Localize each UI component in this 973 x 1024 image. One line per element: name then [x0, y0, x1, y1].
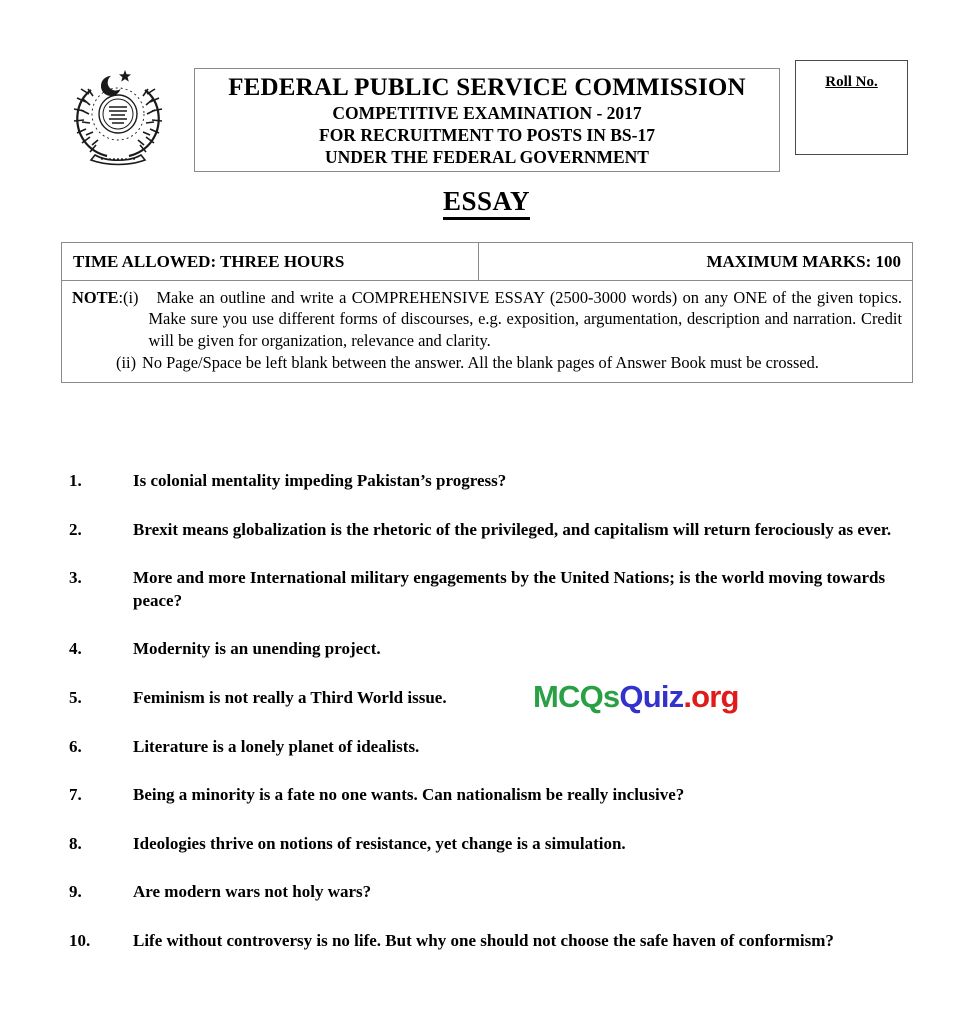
question-item	[61, 833, 921, 856]
exam-info-table	[61, 242, 913, 383]
note-row	[62, 281, 912, 382]
page-title	[0, 186, 973, 217]
page-title-text: ESSAY	[443, 186, 530, 220]
organization-title: FEDERAL PUBLIC SERVICE COMMISSION	[228, 74, 746, 101]
note-ii-tag: (ii)	[116, 352, 137, 372]
note-item-i	[72, 287, 902, 351]
question-number: 7.	[69, 785, 82, 805]
question-text: More and more International military engagements by the United Nations; is the world moving towards peace?	[133, 568, 886, 610]
roll-no-box[interactable]	[795, 60, 908, 155]
question-number: 5.	[69, 688, 82, 708]
note-label-group	[72, 287, 148, 308]
question-text: Brexit means globalization is the rhetoric of the privileged, and capitalism will return ferociously as ever.	[133, 519, 892, 539]
watermark-part-3: .org	[683, 679, 739, 714]
subtitle-line-2: FOR RECRUITMENT TO POSTS IN BS-17	[319, 125, 655, 146]
question-item	[61, 736, 921, 759]
question-number: 10.	[69, 931, 91, 951]
question-number: 4.	[69, 639, 82, 659]
header-title-box	[194, 68, 780, 172]
watermark-part-1: MCQs	[533, 679, 620, 714]
question-item	[61, 567, 921, 612]
note-i-text: Make an outline and write a COMPREHENSIVE ESSAY (2500-3000 words) on any ONE of the given topics. Make sure you use different forms of discourses, e.g. exposition, argumentation, description and narration. Credit will be given for organization, relevance and clarity.	[148, 288, 902, 350]
question-item	[61, 784, 921, 807]
masthead	[0, 0, 973, 175]
questions-list	[61, 470, 921, 979]
question-item	[61, 930, 921, 953]
note-label: NOTE	[72, 288, 119, 307]
question-item	[61, 638, 921, 661]
question-item	[61, 470, 921, 493]
subtitle-line-1: COMPETITIVE EXAMINATION - 2017	[332, 103, 642, 123]
note-i-tag: :(i)	[118, 288, 139, 307]
subtitle-line-3: UNDER THE FEDERAL GOVERNMENT	[325, 147, 649, 168]
question-text: Literature is a lonely planet of idealists.	[133, 736, 420, 756]
question-number: 3.	[69, 568, 82, 588]
question-text: Are modern wars not holy wars?	[133, 882, 372, 902]
question-item	[61, 519, 921, 542]
question-item	[61, 881, 921, 904]
site-watermark	[533, 679, 739, 715]
question-number: 9.	[69, 882, 82, 902]
maximum-marks-cell: MAXIMUM MARKS: 100	[706, 251, 901, 271]
question-item	[61, 687, 921, 710]
question-text: Modernity is an unending project.	[133, 639, 381, 659]
note-ii-text: No Page/Space be left blank between the answer. All the blank pages of Answer Book must be crossed.	[142, 352, 819, 372]
question-text: Ideologies thrive on notions of resistance, yet change is a simulation.	[133, 833, 626, 853]
question-number: 2.	[69, 519, 82, 539]
watermark-part-2: Quiz	[619, 679, 684, 714]
question-number: 8.	[69, 833, 82, 853]
question-text: Life without controversy is no life. But why one should not choose the safe haven of conformism?	[133, 931, 834, 951]
question-text: Being a minority is a fate no one wants. Can nationalism be really inclusive?	[133, 785, 685, 805]
question-number: 1.	[69, 471, 82, 490]
time-allowed-cell: TIME ALLOWED: THREE HOURS	[62, 243, 479, 280]
question-text: Feminism is not really a Third World issue.	[133, 688, 447, 708]
note-item-ii	[72, 352, 902, 373]
fpsc-crest-icon	[59, 56, 177, 168]
question-text: Is colonial mentality impeding Pakistan’s progress?	[133, 471, 507, 490]
time-marks-row	[62, 243, 912, 281]
question-number: 6.	[69, 736, 82, 756]
roll-no-label: Roll No.	[825, 74, 878, 90]
